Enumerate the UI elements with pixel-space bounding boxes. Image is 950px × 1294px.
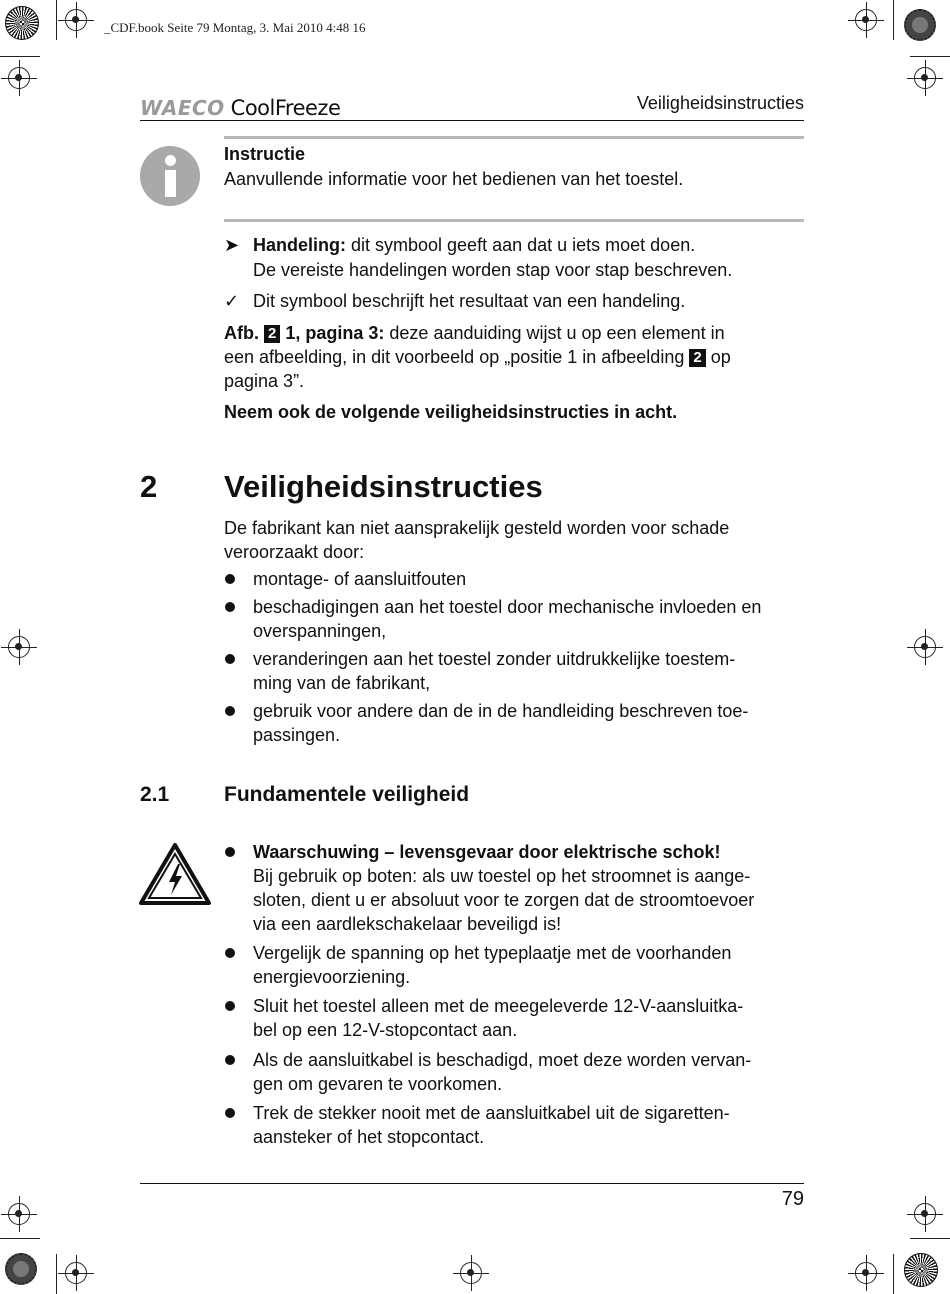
color-target-icon: [5, 1253, 37, 1285]
info-icon: [140, 146, 200, 206]
bullet-icon: [225, 654, 235, 664]
list-item: montage- of aansluitfouten: [253, 569, 467, 589]
checkmark-icon: ✓: [224, 291, 240, 311]
list-item-continued: energievoorziening.: [253, 967, 411, 987]
list-item-continued: gen om gevaren te voorkomen.: [253, 1074, 503, 1094]
crop-mark: [893, 0, 894, 40]
crop-mark: [893, 1254, 894, 1294]
list-item-continued: passingen.: [253, 725, 341, 745]
crop-mark: [910, 1238, 950, 1239]
info-top-rule: [224, 136, 804, 139]
crop-mark: [0, 56, 40, 57]
product-name: CoolFreeze: [230, 96, 341, 120]
figure-number-badge: 2: [689, 349, 705, 367]
action-text: dit symbool geeft aan dat u iets moet doen.: [346, 235, 696, 255]
crosshair-icon: [914, 1203, 936, 1225]
crosshair-icon: [914, 67, 936, 89]
list-item: Trek de stekker nooit met de aansluitkabel uit de sigaretten-: [253, 1103, 730, 1123]
info-title: Instructie: [224, 144, 306, 164]
figure-number-badge: 2: [264, 325, 280, 343]
crosshair-icon: [65, 1262, 87, 1284]
figure-reference-line-1: [224, 321, 804, 345]
bullet-icon: [225, 1055, 235, 1065]
electric-shock-warning-icon: [138, 842, 212, 906]
info-bottom-rule: [224, 219, 804, 222]
figure-position-label: 1, pagina 3:: [285, 323, 385, 343]
subsection-title: Fundamentele veiligheid: [224, 783, 470, 806]
crop-mark: [56, 0, 57, 40]
section-title: Veiligheidsinstructies: [224, 469, 543, 504]
crosshair-icon: [855, 1262, 877, 1284]
result-text: Dit symbool beschrijft het resultaat van een handeling.: [253, 291, 686, 311]
color-target-icon: [904, 9, 936, 41]
crosshair-icon: [8, 67, 30, 89]
section-number: 2: [140, 469, 158, 504]
warning-title: Waarschuwing – levensgevaar door elektrische schok!: [253, 842, 721, 862]
action-arrow-icon: ➤: [224, 235, 240, 255]
warning-text: sloten, dient u er absoluut voor te zorgen dat de stroomtoevoer: [253, 890, 755, 910]
list-item-continued: aansteker of het stopcontact.: [253, 1127, 485, 1147]
crosshair-icon: [914, 636, 936, 658]
page-number: 79: [781, 1188, 804, 1210]
figure-text-2b: op: [710, 347, 731, 367]
action-line-1: [253, 233, 805, 257]
list-item: Sluit het toestel alleen met de meegeleverde 12-V-aansluitka-: [253, 996, 744, 1016]
figure-text: deze aanduiding wijst u op een element in: [384, 323, 725, 343]
list-item: gebruik voor andere dan de in de handleiding beschreven toe-: [253, 701, 749, 721]
action-label: Handeling:: [253, 235, 346, 255]
safety-note: Neem ook de volgende veiligheidsinstructies in acht.: [224, 402, 678, 422]
bullet-icon: [225, 847, 235, 857]
footer-divider: [140, 1183, 804, 1184]
subsection-number: 2.1: [140, 783, 170, 806]
figure-reference-line-2: [224, 345, 804, 369]
bullet-icon: [225, 706, 235, 716]
crosshair-icon: [65, 9, 87, 31]
warning-text: Bij gebruik op boten: als uw toestel op het stroomnet is aange-: [253, 866, 751, 886]
registration-star-icon: [5, 6, 39, 40]
crop-mark: [56, 1254, 57, 1294]
list-item: Vergelijk de spanning op het typeplaatje met de voorhanden: [253, 943, 732, 963]
figure-label: Afb.: [224, 323, 259, 343]
bullet-icon: [225, 574, 235, 584]
figure-reference-line-3: pagina 3”.: [224, 371, 305, 391]
bullet-icon: [225, 1108, 235, 1118]
list-item: beschadigingen aan het toestel door mechanische invloeden en: [253, 597, 762, 617]
list-item-continued: ming van de fabrikant,: [253, 673, 431, 693]
bullet-icon: [225, 948, 235, 958]
registration-star-icon: [904, 1253, 938, 1287]
list-item: Als de aansluitkabel is beschadigd, moet deze worden vervan-: [253, 1050, 752, 1070]
section-intro-2: veroorzaakt door:: [224, 542, 365, 562]
crosshair-icon: [460, 1262, 482, 1284]
crosshair-icon: [855, 9, 877, 31]
header-divider: [140, 120, 804, 121]
figure-text-2a: een afbeelding, in dit voorbeeld op „positie 1 in afbeelding: [224, 347, 685, 367]
crop-mark: [0, 1238, 40, 1239]
brand-name: WAECO: [140, 96, 225, 120]
running-header: Veiligheidsinstructies: [636, 93, 804, 113]
list-item-continued: overspanningen,: [253, 621, 387, 641]
bullet-icon: [225, 602, 235, 612]
warning-text: via een aardlekschakelaar beveiligd is!: [253, 914, 562, 934]
list-item-continued: bel op een 12-V-stopcontact aan.: [253, 1020, 518, 1040]
bullet-icon: [225, 1001, 235, 1011]
section-intro-1: De fabrikant kan niet aansprakelijk gesteld worden voor schade: [224, 518, 730, 538]
brand-logo: [140, 94, 340, 120]
list-item: veranderingen aan het toestel zonder uitdrukkelijke toestem-: [253, 649, 736, 669]
action-line-2: De vereiste handelingen worden stap voor stap beschreven.: [253, 260, 733, 280]
info-text: Aanvullende informatie voor het bedienen van het toestel.: [224, 169, 684, 189]
crosshair-icon: [8, 636, 30, 658]
print-info: _CDF.book Seite 79 Montag, 3. Mai 2010 4:48 16: [104, 20, 366, 35]
crop-mark: [910, 56, 950, 57]
crosshair-icon: [8, 1203, 30, 1225]
